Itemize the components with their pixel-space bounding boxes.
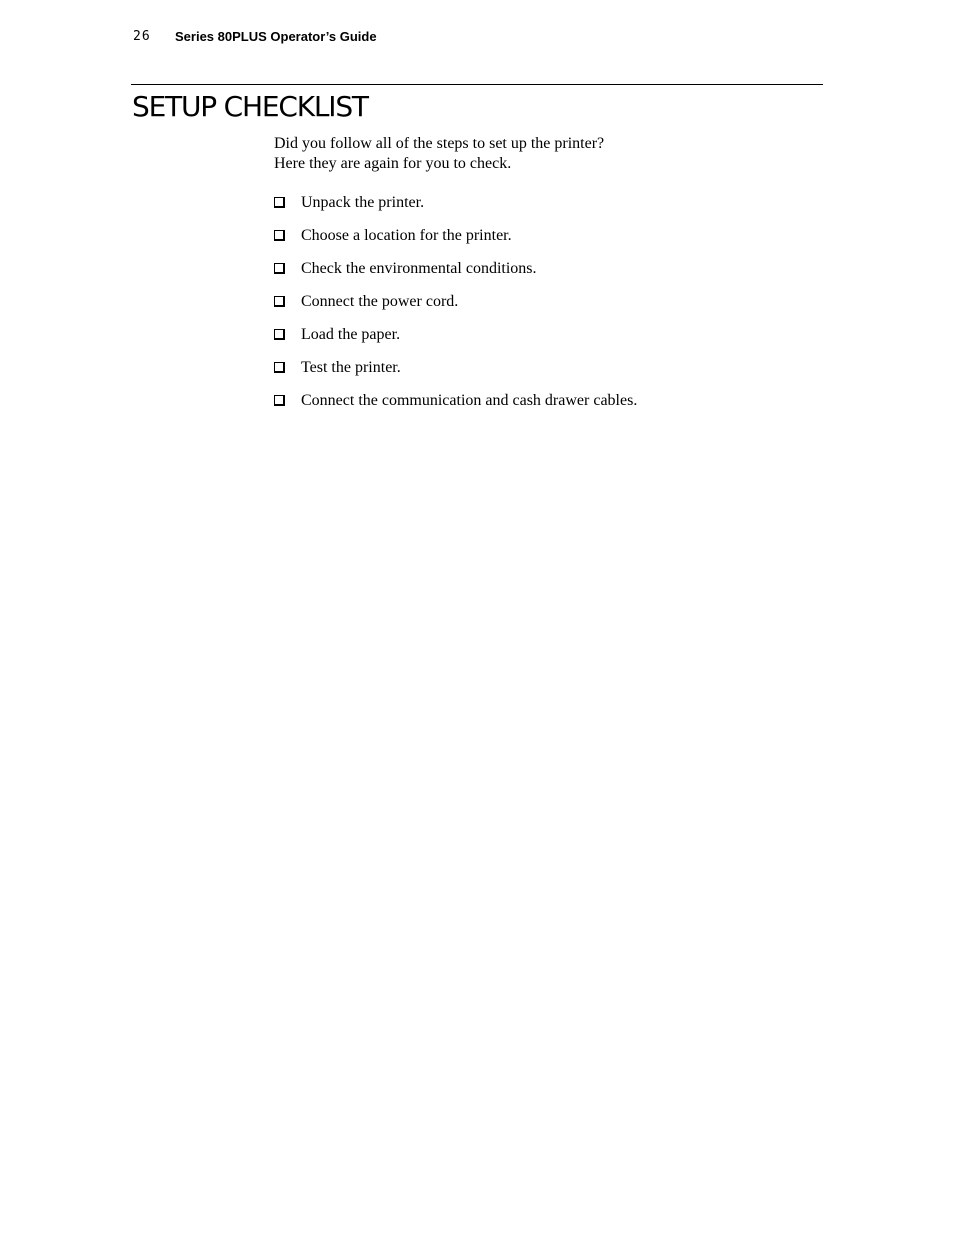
header-divider [131, 84, 823, 85]
checklist-item-label: Unpack the printer. [301, 193, 425, 211]
intro-line-1: Did you follow all of the steps to set up the printer? [274, 135, 605, 152]
checklist-item-label: Connect the power cord. [301, 292, 459, 310]
checklist-item [274, 252, 834, 285]
checklist-item-label: Connect the communication and cash drawer cables. [301, 391, 638, 409]
checklist-item [274, 384, 834, 417]
checklist-item [274, 285, 834, 318]
checklist-item-label: Choose a location for the printer. [301, 226, 512, 244]
page-number: 26 [133, 29, 151, 44]
intro-paragraph [274, 134, 794, 174]
section-title: SETUP CHECKLIST [132, 90, 368, 123]
empty-checkbox-icon [274, 230, 285, 241]
running-header-title: Series 80PLUS Operator’s Guide [175, 29, 377, 44]
checklist-item-label: Test the printer. [301, 358, 401, 376]
setup-checklist [274, 186, 834, 417]
checklist-item [274, 186, 834, 219]
empty-checkbox-icon [274, 296, 285, 307]
empty-checkbox-icon [274, 362, 285, 373]
checklist-item [274, 219, 834, 252]
empty-checkbox-icon [274, 329, 285, 340]
empty-checkbox-icon [274, 395, 285, 406]
empty-checkbox-icon [274, 263, 285, 274]
checklist-item-label: Load the paper. [301, 325, 401, 343]
checklist-item [274, 318, 834, 351]
checklist-item-label: Check the environmental conditions. [301, 259, 537, 277]
empty-checkbox-icon [274, 197, 285, 208]
checklist-item [274, 351, 834, 384]
intro-line-2: Here they are again for you to check. [274, 155, 512, 172]
